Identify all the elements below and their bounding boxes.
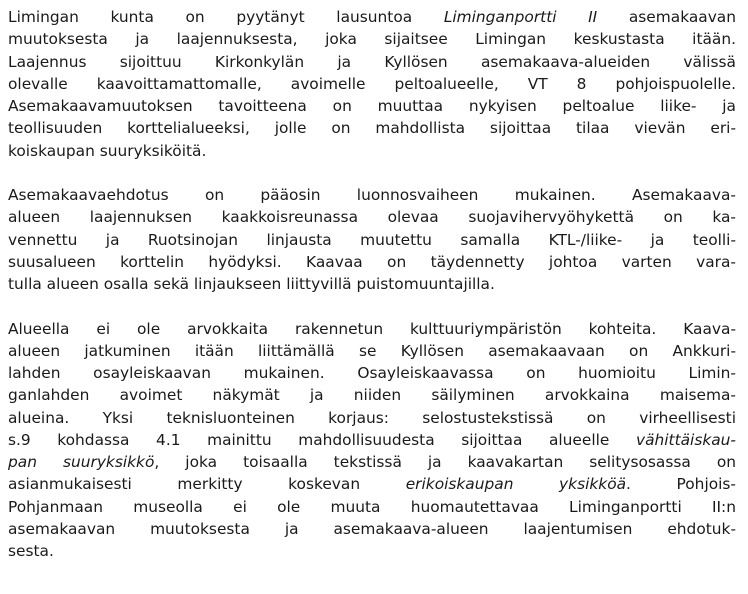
text-line <box>8 540 736 562</box>
paragraph <box>8 6 736 162</box>
text-line <box>8 251 736 273</box>
text-line <box>8 518 736 540</box>
text-line <box>8 28 736 50</box>
paragraph <box>8 318 736 563</box>
text-run: suusalueen korttelin hyödyksi. Kaavaa on täydennetty johtoa varten vara- <box>8 252 736 271</box>
text-line <box>8 6 736 28</box>
italic-text: vähittäiskau- <box>635 430 736 449</box>
text-line <box>8 273 736 295</box>
text-run: sesta. <box>8 542 54 561</box>
text-line <box>8 362 736 384</box>
text-line <box>8 184 736 206</box>
text-line <box>8 407 736 429</box>
text-run: Pohjanmaan museolla ei ole muuta huomautettavaa Liminganportti II:n <box>8 497 736 516</box>
text-line <box>8 140 736 162</box>
text-run: s.9 kohdassa 4.1 mainittu mahdollisuudesta sijoittaa alueelle <box>8 430 636 449</box>
text-run: muutoksesta ja laajennuksesta, joka sijaitsee Limingan keskustasta itään. <box>8 30 736 49</box>
text-line <box>8 318 736 340</box>
text-run: Asemakaavamuutoksen tavoitteena on muuttaa nykyisen peltoalue liike- ja <box>8 97 736 115</box>
text-line <box>8 229 736 251</box>
paragraph <box>8 184 736 295</box>
text-run: , joka toisaalla tekstissä ja kaavakartan selitysosassa on <box>154 453 736 472</box>
text-line <box>8 95 736 117</box>
text-run: . Pohjois- <box>626 475 736 494</box>
text-line <box>8 340 736 362</box>
text-line <box>8 384 736 406</box>
text-run: Alueella ei ole arvokkaita rakennetun kulttuuriympäristön kohteita. Kaava- <box>8 319 736 338</box>
document-body <box>8 6 736 562</box>
text-run: asemakaavan <box>597 8 736 26</box>
text-line <box>8 206 736 228</box>
text-line <box>8 451 736 473</box>
text-line <box>8 117 736 139</box>
text-run: ganlahden avoimet näkymät ja niiden säilyminen arvokkaina maisema- <box>8 386 736 405</box>
text-line <box>8 496 736 518</box>
text-run: vennettu ja Ruotsinojan linjausta muutettu samalla KTL-/liike- ja teolli- <box>8 230 736 249</box>
text-run: alueina. Yksi teknisluonteinen korjaus: selostustekstissä on virheellisesti <box>8 408 736 427</box>
text-line <box>8 473 736 495</box>
text-line <box>8 429 736 451</box>
text-run: alueen laajennuksen kaakkoisreunassa olevaa suojavihervyöhykettä on ka- <box>8 208 736 227</box>
text-run: Limingan kunta on pyytänyt lausuntoa <box>8 8 444 26</box>
text-run: lahden osayleiskaavan mukainen. Osayleiskaavassa on huomioitu Limin- <box>8 364 736 383</box>
text-run: Laajennus sijoittuu Kirkonkylän ja Kyllösen asemakaava-alueiden välissä <box>8 52 736 71</box>
text-run: teollisuuden korttelialueeksi, jolle on mahdollista sijoittaa tilaa vievän eri- <box>8 119 736 138</box>
text-line <box>8 73 736 95</box>
text-run: asemakaavan muutoksesta ja asemakaava-alueen laajentumisen ehdotuk- <box>8 519 736 538</box>
text-run: asianmukaisesti merkitty koskevan <box>8 475 406 494</box>
italic-text: Liminganportti II <box>443 8 598 26</box>
text-run: alueen jatkuminen itään liittämällä se Kyllösen asemakaavaan on Ankkuri- <box>8 341 736 360</box>
text-run: tulla alueen osalla sekä linjaukseen liittyvillä puistomuuntajilla. <box>8 275 495 294</box>
text-line <box>8 51 736 73</box>
italic-text: pan suuryksikkö <box>8 453 155 472</box>
italic-text: erikoiskaupan yksikköä <box>405 475 627 494</box>
text-run: olevalle kaavoittamattomalle, avoimelle peltoalueelle, VT 8 pohjoispuolelle. <box>8 74 736 93</box>
text-run: Asemakaavaehdotus on pääosin luonnosvaiheen mukainen. Asemakaava- <box>8 186 736 205</box>
text-run: koiskaupan suuryksiköitä. <box>8 141 207 160</box>
